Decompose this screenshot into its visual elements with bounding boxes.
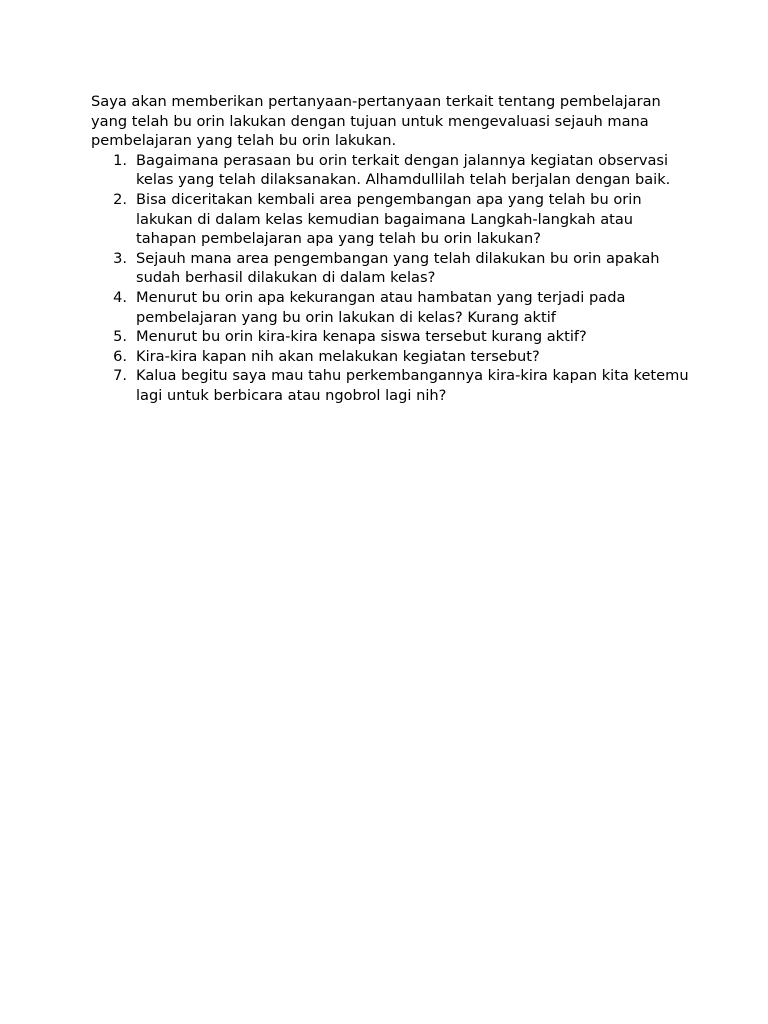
question-text: Sejauh mana area pengembangan yang telah dilakukan bu orin apakah sudah berhasil dilakukan di dalam kelas? xyxy=(136,249,660,287)
document-body xyxy=(91,92,691,406)
question-item-6 xyxy=(91,347,691,367)
question-text: Menurut bu orin kira-kira kenapa siswa tersebut kurang aktif? xyxy=(136,328,587,346)
question-list xyxy=(91,151,691,406)
question-text: Menurut bu orin apa kekurangan atau hambatan yang terjadi pada pembelajaran yang bu orin lakukan di kelas? Kurang aktif xyxy=(136,288,626,326)
question-number: 1. xyxy=(113,151,127,169)
question-item-1 xyxy=(91,151,691,190)
question-number: 7. xyxy=(113,367,127,385)
question-text: Bisa diceritakan kembali area pengembangan apa yang telah bu orin lakukan di dalam kelas kemudian bagaimana Langkah-langkah atau tahapan pembelajaran apa yang telah bu orin lakukan? xyxy=(136,190,642,248)
question-item-5 xyxy=(91,327,691,347)
question-number: 2. xyxy=(113,190,127,208)
question-text: Kalua begitu saya mau tahu perkembangannya kira-kira kapan kita ketemu lagi untuk berbicara atau ngobrol lagi nih? xyxy=(136,367,689,404)
question-text: Kira-kira kapan nih akan melakukan kegiatan tersebut? xyxy=(136,347,540,365)
question-item-4 xyxy=(91,288,691,327)
question-item-2 xyxy=(91,190,691,249)
question-number: 5. xyxy=(113,328,127,346)
intro-paragraph: Saya akan memberikan pertanyaan-pertanyaan terkait tentang pembelajaran yang telah bu orin lakukan dengan tujuan untuk mengevaluasi sejauh mana pembelajaran yang telah bu orin lakukan. xyxy=(91,93,661,150)
question-number: 4. xyxy=(113,288,127,306)
question-text: Bagaimana perasaan bu orin terkait dengan jalannya kegiatan observasi kelas yang telah dilaksanakan. Alhamdullilah telah berjalan dengan baik. xyxy=(136,151,671,189)
question-number: 6. xyxy=(113,347,127,365)
question-item-7 xyxy=(91,366,691,405)
question-item-3 xyxy=(91,249,691,288)
question-number: 3. xyxy=(113,249,127,267)
